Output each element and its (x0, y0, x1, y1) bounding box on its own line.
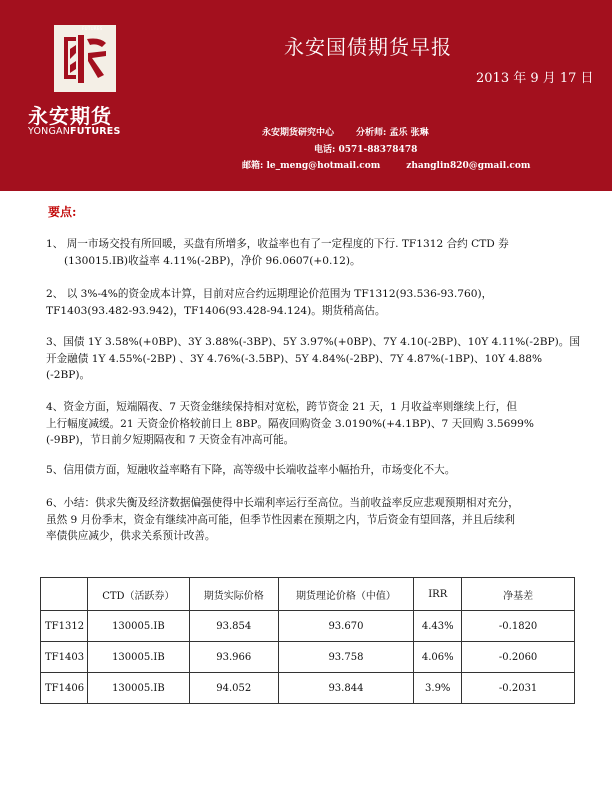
actual-price-cell: 94.052 (189, 673, 278, 704)
logo-futures-mini: FUTURES (82, 26, 103, 31)
paragraph-2 (46, 286, 576, 319)
net-basis-cell: -0.1820 (462, 611, 575, 642)
paragraph-1 (46, 236, 576, 269)
header-cell (41, 578, 88, 611)
irr-cell: 4.43% (414, 611, 462, 642)
theoretical-price-cell: 93.844 (278, 673, 414, 704)
net-basis-cell: -0.2060 (462, 642, 575, 673)
header-cell: CTD（活跃券） (87, 578, 189, 611)
table-row (41, 642, 575, 673)
logo-en-yongan: YONGAN (28, 126, 71, 137)
header-cell: IRR (414, 578, 462, 611)
actual-price-cell: 93.854 (189, 611, 278, 642)
analysts: 分析师: 孟乐 张琳 (356, 128, 429, 138)
logo-en-futures: FUTURES (70, 126, 121, 137)
paragraph-6 (46, 495, 576, 545)
phone: 电话: 0571-88378478 (314, 145, 418, 155)
paragraph-line: 开金融债 1Y 4.55%(-2BP) 、3Y 4.76%(-3.5BP)、5Y 4.84%(-2BP)、7Y 4.87%(-1BP)、10Y 4.88% (46, 352, 543, 365)
yongan-seal-icon (54, 25, 116, 92)
table-row (41, 611, 575, 642)
theoretical-price-cell: 93.670 (278, 611, 414, 642)
paragraph-5 (46, 462, 576, 479)
paragraph-3 (46, 334, 580, 384)
contract-cell: TF1312 (41, 611, 88, 642)
paragraph-line: (-2BP)。 (46, 369, 91, 381)
header-cell: 期货理论价格（中值） (278, 578, 414, 611)
paragraph-line: (-9BP)，节日前夕短期隔夜和 7 天资金有冲高可能。 (46, 434, 295, 446)
paragraph-line: 3、国债 1Y 3.58%(+0BP)、3Y 3.88%(-3BP)、5Y 3.97%(+0BP)、7Y 4.10(-2BP)、10Y 4.11%(-2BP)。国 (46, 336, 580, 348)
keypoints-heading: 要点: (48, 205, 77, 219)
paragraph-line: 5、信用债方面，短融收益率略有下降，高等级中长端收益率小幅抬升，市场变化不大。 (46, 464, 456, 476)
research-center-line (262, 125, 429, 138)
ctd-cell: 130005.IB (87, 673, 189, 704)
paragraph-line: (130015.IB)收益率 4.11%(-2BP)，净价 96.0607(+0.12)。 (64, 254, 361, 267)
logo-chinese-name: 永安期货 (28, 104, 112, 128)
contract-cell: TF1406 (41, 673, 88, 704)
report-date: 2013 年 9 月 17 日 (476, 71, 594, 86)
header-cell: 期货实际价格 (189, 578, 278, 611)
paragraph-line: 2、 以 3%-4%的资金成本计算，目前对应合约远期理论价范围为 TF1312(93.536-93.760)， (46, 288, 493, 300)
table-row (41, 673, 575, 704)
theoretical-price-cell: 93.758 (278, 642, 414, 673)
paragraph-line: 虽然 9 月份季末，资金有继续冲高可能，但季节性因素在预期之内，节后资金有望回落，并且后续利 (46, 513, 516, 526)
company-logo (54, 25, 116, 92)
ctd-cell: 130005.IB (87, 642, 189, 673)
email-line (242, 158, 530, 171)
report-title: 永安国债期货早报 (284, 35, 452, 59)
irr-cell: 4.06% (414, 642, 462, 673)
report-header (0, 0, 612, 191)
paragraph-line: TF1403(93.482-93.942)，TF1406(93.428-94.124)。期货稍高估。 (46, 304, 386, 317)
table-header-row (41, 578, 575, 611)
ctd-cell: 130005.IB (87, 611, 189, 642)
email-2[interactable]: zhanglin820@gmail.com (406, 161, 531, 171)
futures-price-table (40, 577, 575, 704)
contract-cell: TF1403 (41, 642, 88, 673)
net-basis-cell: -0.2031 (462, 673, 575, 704)
paragraph-line: 6、小结：供求失衡及经济数据偏强使得中长端利率运行至高位。当前收益率反应悲观预期相对充分， (46, 497, 519, 509)
paragraph-line: 上行幅度减缓。21 天资金价格较前日上 8BP。隔夜回购资金 3.0190%(+4.1BP)、7 天回购 3.5699% (46, 417, 534, 430)
paragraph-line: 1、 周一市场交投有所回暖，买盘有所增多，收益率也有了一定程度的下行. TF1312 合约 CTD 券 (46, 238, 509, 250)
irr-cell: 3.9% (414, 673, 462, 704)
logo-english-name (28, 126, 121, 137)
paragraph-line: 率债供应减少，供求关系预计改善。 (46, 530, 216, 542)
email-1[interactable]: 邮箱: le_meng@hotmail.com (242, 161, 381, 171)
research-center: 永安期货研究中心 (262, 128, 335, 138)
actual-price-cell: 93.966 (189, 642, 278, 673)
paragraph-4 (46, 399, 576, 449)
header-cell: 净基差 (462, 578, 575, 611)
paragraph-line: 4、资金方面，短端隔夜、7 天资金继续保持相对宽松，跨节资金 21 天，1 月收益率则继续上行，但 (46, 401, 517, 413)
